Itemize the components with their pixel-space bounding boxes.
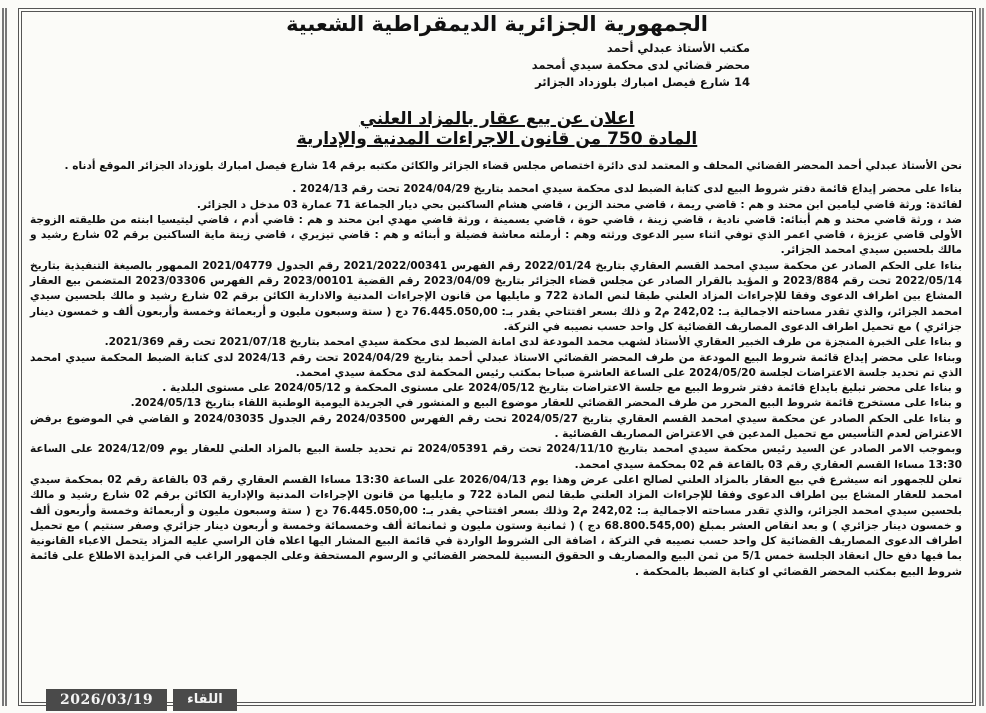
title-line-2: المادة 750 من قانون الاجراءات المدنية والإدارية xyxy=(296,129,698,149)
title-line-1: اعلان عن بيع عقار بالمزاد العلني xyxy=(359,109,635,129)
paragraph: ضد ، ورثة قاضي محند و هم أبنائه: قاضي نادية ، قاضي زينة ، قاضي حوة ، قاضي يسمينة ، ورثة قاضي مهدي ابن محند و هم : قاضي أدم ، قاضي ليتيسيا ابنته من طليقته الزوجة الأولى قاضي عزيزة ، قاضي اعمر الذي توفي اثناء سير الدعوى ورثته وهم : أرملته معاشة فضيلة و أبنائه و هم : قاضي تيزيري ، قاضي زينة ماية الساكنين برقم 02 شارع رشيد و مالك بلحسين سيدي امحمد الجزائر. xyxy=(30,213,963,257)
paragraph: وبموجب الامر الصادر عن السيد رئيس محكمة سيدي امحمد بتاريخ 2024/11/10 تحت رقم 2024/05391 تم تحديد جلسة البيع بالمزاد العلني للعقار يوم 2024/12/09 على الساعة 13:30 مساءا القسم العقاري رقم 03 بالقاعة قم 02 بمحكمة سيدي امحمد. xyxy=(30,443,962,471)
bailiff-office xyxy=(24,40,970,91)
publication-date: 2026/03/19 xyxy=(46,689,167,711)
office-line: محضر قضائي لدى محكمة سيدي أمحمد xyxy=(531,58,750,72)
auction-notice xyxy=(24,10,970,580)
paragraph: تعلن للجمهور انه سيشرع في بيع العقار بالمزاد العلني لصالح اعلى عرض وهذا يوم 2026/04/13 على الساعة 13:30 مساءا القسم العقاري رقم 03 بالقاعة رقم 02 بمحكمة سيدي امحمد للعقار المشاع بين اطراف الدعوى وفقا للإجراءات المزاد العلني طبقا لنص المادة 722 و مايليها من قانون الإجراءات المدنية والإدارية الكائن برقم 02 شارع رشيد و مالك بلحسين سيدي امحمد الجزائر، والذي تقدر مساحته الاجمالية بـ: 242,02 م2 وذلك بسعر افتتاحي يقدر بـ: 76.445.050,00 دج ( ستة وسبعون مليون و أربعمائة وخمسة وأربعون ألف و خمسون دينار جزائري ) و بعد انقاص العشر بمبلغ (68.800.545,00 دج ) ( ثمانية وستون مليون و ثمانمائة ألف وخمسمائة وخمسة و أربعون دينار جزائري وصفر سنتيم ) مع تحميل اطراف الدعوى المصاريف القضائية كل واحد حسب نصيبه في التركة ، اضافة الى الشروط الواردة في قائمة البيع المشار اليها اعلاه فان الراسي عليه المزاد يتحمل الاعباء القانونية بما فيها دفع حال انعقاد الجلسة خمس 5/1 من ثمن البيع والمصاريف و الحقوق النسبية للمحضر القضائي و الرسوم المستحقة وعلى الجمهور الراغب في المزايدة الاطلاع على قائمة شروط البيع بمكتب المحضر القضائي او كتابة الضبط بالمحكمة . xyxy=(30,473,963,578)
paragraph: بناءا على محضر إيداع قائمة دفتر شروط البيع لدى كتابة الضبط لدى محكمة سيدي امحمد بتاريخ 2024/04/29 تحت رقم 2024/13 . xyxy=(292,183,962,196)
office-line: مكتب الأستاذ عبدلي أحمد xyxy=(606,41,750,55)
republic-heading: الجمهورية الجزائرية الديمقراطية الشعبية xyxy=(286,12,708,36)
paragraph: لفائدة: ورثة قاضي ليامين ابن محند و هم : قاضي ريمة ، قاضي محند الزين ، قاضي هشام الساكنين بحي ديار الجماعة 71 عمارة 03 مدخل د الجزائر. xyxy=(196,198,962,211)
right-border xyxy=(979,8,984,706)
paragraph: و بناءا على الخبرة المنجزة من طرف الخبير العقاري الأستاذ لشهب محمد المودعة لدى امانة الضبط لدى محكمة سيدي امحمد بتاريخ 2021/07/18 تحت رقم 2021/369. xyxy=(104,336,962,349)
left-border xyxy=(2,8,7,706)
office-line: 14 شارع فيصل امبارك بلوزداد الجزائر xyxy=(535,75,750,89)
publication-footer xyxy=(46,689,237,711)
paragraph: و بناءا على الحكم الصادر عن محكمة سيدي امحمد القسم العقاري بتاريخ 2024/05/27 تحت رقم الفهرس 2024/03500 رقم الجدول 2024/03035 و القاضي في الموضوع برفض الاعتراض لعدم التأسيس مع تحميل المدعين في الاعتراض المصاريف القضائية . xyxy=(30,412,962,441)
paragraph: بناءا على الحكم الصادر عن محكمة سيدي امحمد القسم العقاري بتاريخ 2022/01/24 رقم الفهرس 2021/2022/00341 رقم الجدول 2021/04779 الممهور بالصيغة التنفيذية بتاريخ 2022/05/14 تحت رقم 2023/884 و المؤيد بالقرار الصادر عن مجلس قضاء الجزائر بتاريخ 2023/04/09 رقم القضية 2023/00101 رقم الفهرس 2023/03306 المتضمن بيع العقار المشاع بين اطراف الدعوى وفقا للإجراءات المزاد العلني طبقا لنص المادة 722 و مايليها من قانون الإجراءات المدنية والادارية الكائن برقم 02 شارع رشيد و مالك بلحسين سيدي امحمد الجزائر، والذي تقدر مساحته الاجمالية بـ: 242,02 م2 و ذلك بسعر افتتاحي يقدر بـ: 76.445.050,00 دج ( ستة وسبعون مليون و أربعمائة وخمسة وأربعون ألف و خمسون دينار جزائري ) مع تحميل اطراف الدعوى المصاريف القضائية كل واحد حسب نصيبه في التركة. xyxy=(30,259,963,333)
paragraph: نحن الأستاذ عبدلي أحمد المحضر القضائي المحلف و المعتمد لدى دائرة اختصاص مجلس قضاء الجزائر والكائن مكتبه برقم 14 شارع فيصل امبارك بلوزداد الجزائر الموقع أدناه . xyxy=(64,160,962,172)
paragraph: وبناءا على محضر إيداع قائمة شروط البيع المودعة من طرف المحضر القضائي الاستاذ عبدلي أحمد بتاريخ 2024/04/29 تحت رقم 2024/13 لدى كتابة الضبط المحكمة سيدي امحمد الذي تم تحديد جلسة الاعتراضات لجلسة 2024/05/20 على الساعة العاشرة صباحا بمكتب رئيس المحكمة لدى محكمة سيدي امحمد. xyxy=(30,351,962,379)
publication-name: اللقاء xyxy=(173,689,237,711)
notice-title xyxy=(24,109,970,149)
notice-body xyxy=(24,159,970,580)
paragraph: و بناءا على محضر تبليغ بايداع قائمة دفتر شروط البيع مع جلسة الاعتراضات بتاريخ 2024/05/12 على مستوى المحكمة و 2024/05/12 على مستوى البلدية . xyxy=(162,382,962,395)
paragraph: و بناءا على مستخرج قائمة شروط البيع المحرر من طرف المحضر القضائي للعقار موضوع البيع و المنشور في الجريدة اليومية الوطنية اللقاء بتاريخ 2024/05/13. xyxy=(130,397,962,410)
